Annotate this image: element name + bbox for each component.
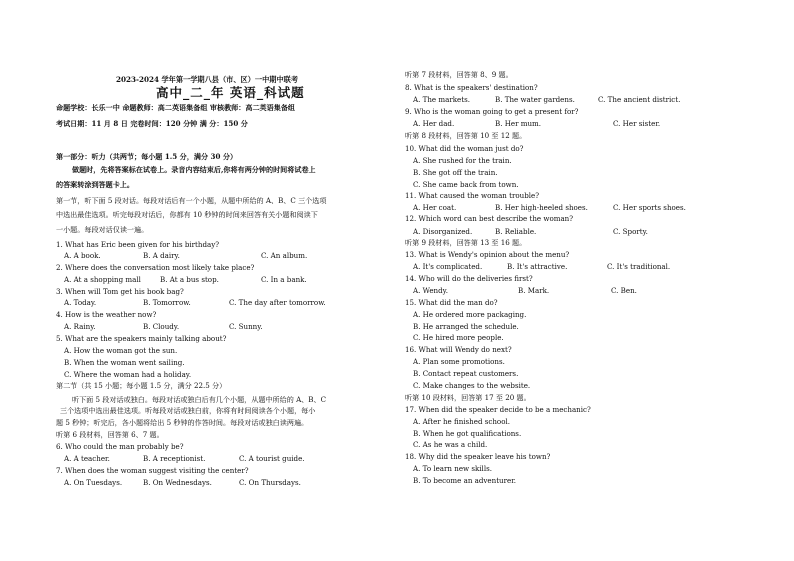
part1-instructions-1: 做题时，先将答案标在试卷上。录音内容结束后,你将有两分钟的时间将试卷上 <box>72 165 316 174</box>
question-11-option-b: B. Her high-heeled shoes. <box>495 203 588 212</box>
section2-instructions-1: 听下面 5 段对话或独白。每段对话或独白后有几个小题，从题中所给的 A、B、C <box>72 395 327 404</box>
question-13-option-b: B. It's attractive. <box>507 262 568 271</box>
question-11: 11. What caused the woman trouble? <box>405 191 540 200</box>
question-6-option-c: C. A tourist guide. <box>239 454 305 463</box>
question-10-option-a: A. She rushed for the train. <box>413 156 512 165</box>
question-12: 12. Which word can best describe the woman? <box>405 214 574 223</box>
question-17-option-b: B. When he got qualifications. <box>413 429 522 438</box>
question-9-option-a: A. Her dad. <box>413 119 455 128</box>
question-14-option-a: A. Wendy. <box>413 286 448 295</box>
question-18-option-b: B. To become an adventurer. <box>413 476 517 485</box>
question-6-option-b: B. A receptionist. <box>143 454 206 463</box>
question-8: 8. What is the speakers' destination? <box>405 83 538 92</box>
question-10-option-b: B. She got off the train. <box>413 168 498 177</box>
question-7-option-b: B. On Wednesdays. <box>143 478 212 487</box>
question-4-option-c: C. Sunny. <box>229 322 263 331</box>
question-4-option-a: A. Rainy. <box>64 322 96 331</box>
question-6: 6. Who could the man probably be? <box>56 442 184 451</box>
question-5-option-b: B. When the woman went sailing. <box>64 358 185 367</box>
question-2: 2. Where does the conversation most likely take place? <box>56 263 255 272</box>
exam-info-authors: 命题学校：长乐一中 命题教师：高二英语集备组 审核教师：高二英语集备组 <box>56 103 296 112</box>
question-3-option-b: B. Tomorrow. <box>143 298 191 307</box>
question-11-option-c: C. Her sports shoes. <box>613 203 686 212</box>
section1-instructions-1: 第一节，听下面 5 段对话。每段对话后有一个小题，从题中所给的 A、B、C 三个选项 <box>56 196 327 205</box>
question-14-option-b: B. Mark. <box>518 286 550 295</box>
question-2-option-c: C. In a bank. <box>261 275 307 284</box>
question-9-option-c: C. Her sister. <box>613 119 661 128</box>
question-8-option-b: B. The water gardens. <box>495 95 575 104</box>
question-13-option-a: A. It's complicated. <box>413 262 483 271</box>
part1-instructions-2: 的答案转涂到答题卡上。 <box>56 180 135 189</box>
question-10: 10. What did the woman just do? <box>405 144 524 153</box>
material-7-intro: 听第 7 段材料，回答第 8、9 题。 <box>405 70 513 79</box>
question-7: 7. When does the woman suggest visiting the center? <box>56 466 249 475</box>
question-16-option-c: C. Make changes to the website. <box>413 381 531 390</box>
question-5: 5. What are the speakers mainly talking about? <box>56 334 227 343</box>
section2-heading: 第二节（共 15 小题；每小题 1.5 分，满分 22.5 分） <box>56 381 227 390</box>
section2-instructions-3: 题 5 秒钟；听完后，各小题将给出 5 秒钟的作答时间。每段对话或独白读两遍。 <box>56 418 309 427</box>
exam-info-date: 考试日期：11 月 8 日 完卷时间：120 分钟 满 分：150 分 <box>56 119 248 128</box>
question-4-option-b: B. Cloudy. <box>143 322 180 331</box>
exam-header-line: 2023-2024 学年第一学期八县（市、区）一中期中联考 <box>116 75 299 84</box>
question-4: 4. How is the weather now? <box>56 310 157 319</box>
question-1-option-a: A. A book. <box>64 251 101 260</box>
section2-instructions-2: 三个选项中选出最佳选项。听每段对话或独白前，你将有时间阅读各个小题，每小 <box>60 406 316 415</box>
question-15: 15. What did the man do? <box>405 298 498 307</box>
question-10-option-c: C. She came back from town. <box>413 180 519 189</box>
part1-heading: 第一部分：听力（共两节；每小题 1.5 分，满分 30 分） <box>56 152 238 161</box>
question-2-option-a: A. At a shopping mall <box>64 275 141 284</box>
material-8-intro: 听第 8 段材料，回答第 10 至 12 题。 <box>405 131 527 140</box>
question-6-option-a: A. A teacher. <box>64 454 110 463</box>
question-1: 1. What has Eric been given for his birthday? <box>56 240 220 249</box>
question-13-option-c: C. It's traditional. <box>607 262 671 271</box>
question-12-option-c: C. Sporty. <box>613 227 648 236</box>
question-15-option-b: B. He arranged the schedule. <box>413 322 519 331</box>
question-2-option-b: B. At a bus stop. <box>160 275 219 284</box>
section1-instructions-2: 中选出最佳选项。听完每段对话后，你都有 10 秒钟的时间来回答有关小题和阅读下 <box>56 210 318 219</box>
question-1-option-c: C. An album. <box>261 251 308 260</box>
question-17: 17. When did the speaker decide to be a mechanic? <box>405 405 591 414</box>
question-16-option-b: B. Contact repeat customers. <box>413 369 519 378</box>
question-8-option-c: C. The ancient district. <box>598 95 681 104</box>
question-15-option-c: C. He hired more people. <box>413 333 504 342</box>
question-9-option-b: B. Her mum. <box>495 119 542 128</box>
question-3-option-a: A. Today. <box>64 298 97 307</box>
question-9: 9. Who is the woman going to get a present for? <box>405 107 579 116</box>
material-9-intro: 听第 9 段材料，回答第 13 至 16 题。 <box>405 238 527 247</box>
question-3: 3. When will Tom get his book bag? <box>56 287 184 296</box>
question-18: 18. Why did the speaker leave his town? <box>405 452 551 461</box>
question-12-option-b: B. Reliable. <box>495 227 537 236</box>
question-17-option-c: C. As he was a child. <box>413 440 488 449</box>
question-13: 13. What is Wendy's opinion about the menu? <box>405 250 570 259</box>
material-10-intro: 听第 10 段材料，回答第 17 至 20 题。 <box>405 393 531 402</box>
section1-instructions-3: 一小题。每段对话仅读一遍。 <box>56 225 149 234</box>
question-11-option-a: A. Her coat. <box>413 203 457 212</box>
question-16-option-a: A. Plan some promotions. <box>413 357 505 366</box>
material-6-intro: 听第 6 段材料，回答第 6、7 题。 <box>56 430 164 439</box>
question-18-option-a: A. To learn new skills. <box>413 464 492 473</box>
question-17-option-a: A. After he finished school. <box>413 417 510 426</box>
question-14-option-c: C. Ben. <box>611 286 637 295</box>
exam-title: 高中_二_年 英语_科试题 <box>156 85 305 100</box>
question-16: 16. What will Wendy do next? <box>405 345 512 354</box>
question-8-option-a: A. The markets. <box>413 95 470 104</box>
question-14: 14. Who will do the deliveries first? <box>405 274 533 283</box>
question-3-option-c: C. The day after tomorrow. <box>229 298 326 307</box>
question-5-option-c: C. Where the woman had a holiday. <box>64 370 192 379</box>
question-7-option-a: A. On Tuesdays. <box>64 478 123 487</box>
question-15-option-a: A. He ordered more packaging. <box>413 310 527 319</box>
question-1-option-b: B. A dairy. <box>143 251 180 260</box>
question-7-option-c: C. On Thursdays. <box>239 478 301 487</box>
question-12-option-a: A. Disorganized. <box>413 227 473 236</box>
question-5-option-a: A. How the woman got the sun. <box>64 346 178 355</box>
